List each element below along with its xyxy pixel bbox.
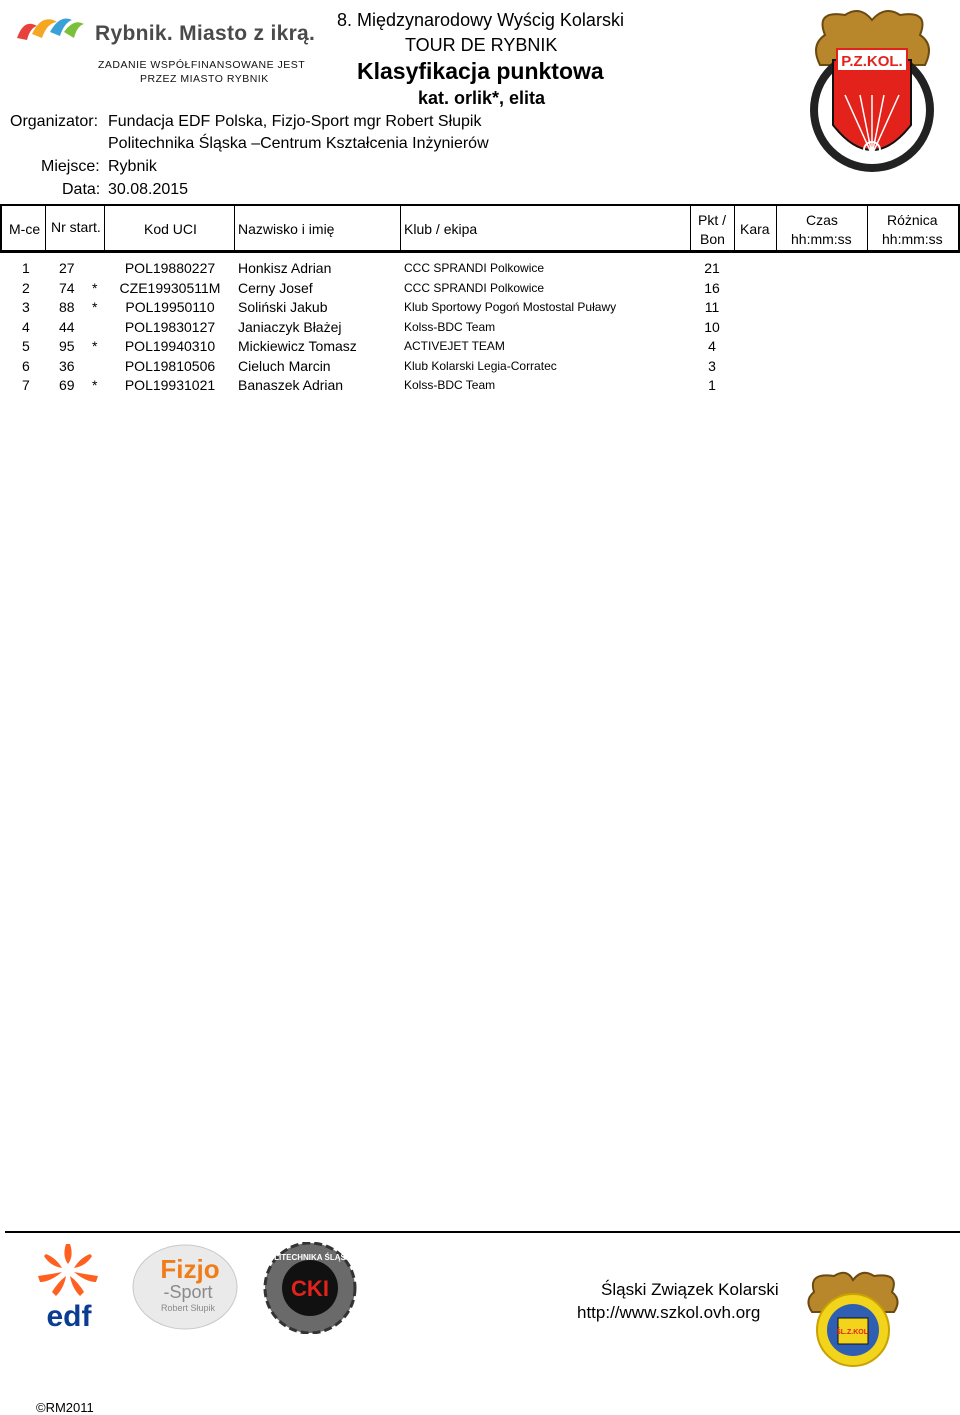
cell-start-number: 69 [59,377,75,393]
cell-flag: * [92,299,98,315]
cell-start-number: 27 [59,260,75,276]
place-value: Rybnik [108,158,157,175]
cell-club: CCC SPRANDI Polkowice [404,280,545,295]
cell-start-number: 95 [59,338,75,354]
cell-place: 4 [22,318,30,335]
cell-uci-code: POL19940310 [124,338,216,354]
cell-uci-code: POL19880227 [124,260,216,276]
cell-points: 10 [704,318,720,335]
politechnika-logo [262,1242,358,1334]
cell-place: 3 [22,299,30,315]
cell-name: Honkisz Adrian [238,260,332,276]
edf-logo-text: edf [46,1300,92,1330]
copyright: ©RM2011 [36,1400,94,1415]
cell-points: 4 [708,338,716,354]
column-divider [867,206,868,250]
header-place: M-ce [9,221,41,237]
footer-divider [5,1231,960,1233]
header-club: Klub / ekipa [404,221,478,237]
header-time-format: hh:mm:ss [791,231,852,247]
column-divider [776,206,777,250]
politechnika-logo-ring-text: POLITECHNIKA ŚLĄSKA [262,1253,358,1262]
cell-flag: * [92,377,98,393]
cell-uci-code: POL19830127 [124,318,216,335]
cell-name: Janiaczyk Błażej [238,318,342,335]
organizer-value: Fundacja EDF Polska, Fizjo-Sport mgr Robert Słupik [108,113,482,130]
cell-club: Klub Sportowy Pogoń Mostostal Puławy [404,300,617,314]
column-divider [45,206,46,250]
union-url: http://www.szkol.ovh.org [577,1303,761,1322]
cell-points: 3 [708,357,716,374]
cell-points: 16 [704,279,720,296]
politechnika-logo-center: CKI [291,1276,329,1301]
szkol-logo-text: ŚL.Z.KOL. [836,1329,870,1336]
event-subtitle: TOUR DE RYBNIK [405,35,558,55]
rybnik-bird-icon [12,8,92,53]
cell-club: ACTIVEJET TEAM [404,339,505,353]
header-difference-format: hh:mm:ss [882,231,943,247]
cell-flag: * [92,279,98,296]
fizjo-logo-text: Fizjo [160,1254,220,1284]
table-header-border-bottom [0,250,960,253]
cell-club: Kolss-BDC Team [404,378,496,392]
szkol-logo [802,1268,904,1368]
organizer-label: Organizator: [10,113,99,130]
cell-name: Cerny Josef [238,279,313,296]
column-divider [690,206,691,250]
cell-uci-code: POL19931021 [124,377,216,393]
cell-flag: * [92,338,98,354]
event-title: 8. Międzynarodowy Wyścig Kolarski [337,10,624,30]
cell-points: 11 [704,299,720,315]
column-divider [400,206,401,250]
cell-club: CCC SPRANDI Polkowice [404,261,545,275]
cell-points: 21 [704,260,720,276]
cell-points: 1 [708,377,716,393]
date-label: Data: [62,181,101,198]
fizjo-logo-text-2: -Sport [163,1282,213,1302]
header-time: Czas [806,212,838,228]
cell-place: 2 [22,279,30,296]
cell-club: Kolss-BDC Team [404,319,496,334]
cell-name: Soliński Jakub [238,299,328,315]
pzkol-logo-text: P.Z.KOL. [841,53,903,70]
fizjo-logo-text-3: Robert Słupik [160,1303,216,1313]
cell-place: 7 [22,377,30,393]
cell-name: Mickiewicz Tomasz [238,338,357,354]
cell-start-number: 44 [59,318,75,335]
header-penalty: Kara [740,221,770,237]
header-points-2: Bon [700,231,725,247]
header-points: Pkt / [698,212,727,228]
union-name: Śląski Związek Kolarski [601,1280,779,1299]
header-difference: Różnica [887,212,938,228]
organizer-value-2: Politechnika Śląska –Centrum Kształcenia Inżynierów [108,135,489,152]
header-start-number: Nr start. [51,219,101,235]
header-uci-code: Kod UCI [144,221,197,237]
cell-name: Banaszek Adrian [238,377,344,393]
cell-place: 6 [22,357,30,374]
pzkol-logo [805,5,940,180]
category-title: kat. orlik*, elita [418,88,546,108]
cell-uci-code: POL19810506 [124,357,216,374]
column-divider [104,206,105,250]
column-divider [734,206,735,250]
rybnik-logo-subtitle-2: PRZEZ MIASTO RYBNIK [140,73,269,85]
cell-start-number: 88 [59,299,75,315]
cell-start-number: 74 [59,279,75,296]
cell-uci-code: CZE19930511M [119,279,221,296]
cell-place: 1 [22,260,30,276]
cell-name: Cieluch Marcin [238,357,331,374]
column-divider [234,206,235,250]
classification-title: Klasyfikacja punktowa [357,58,604,84]
cell-place: 5 [22,338,30,354]
cell-start-number: 36 [59,357,75,374]
table-header-border-left [0,204,2,253]
cell-club: Klub Kolarski Legia-Corratec [404,358,557,373]
rybnik-logo-text: Rybnik. Miasto z ikrą. [95,22,316,45]
cell-uci-code: POL19950110 [125,299,215,315]
fizjo-sport-logo [132,1244,238,1330]
edf-logo [34,1242,104,1330]
table-header-border-top [0,204,960,206]
header-name: Nazwisko i imię [238,221,335,237]
rybnik-logo-subtitle: ZADANIE WSPÓŁFINANSOWANE JEST [98,59,306,71]
place-label: Miejsce: [41,158,100,175]
date-value: 30.08.2015 [108,181,189,198]
